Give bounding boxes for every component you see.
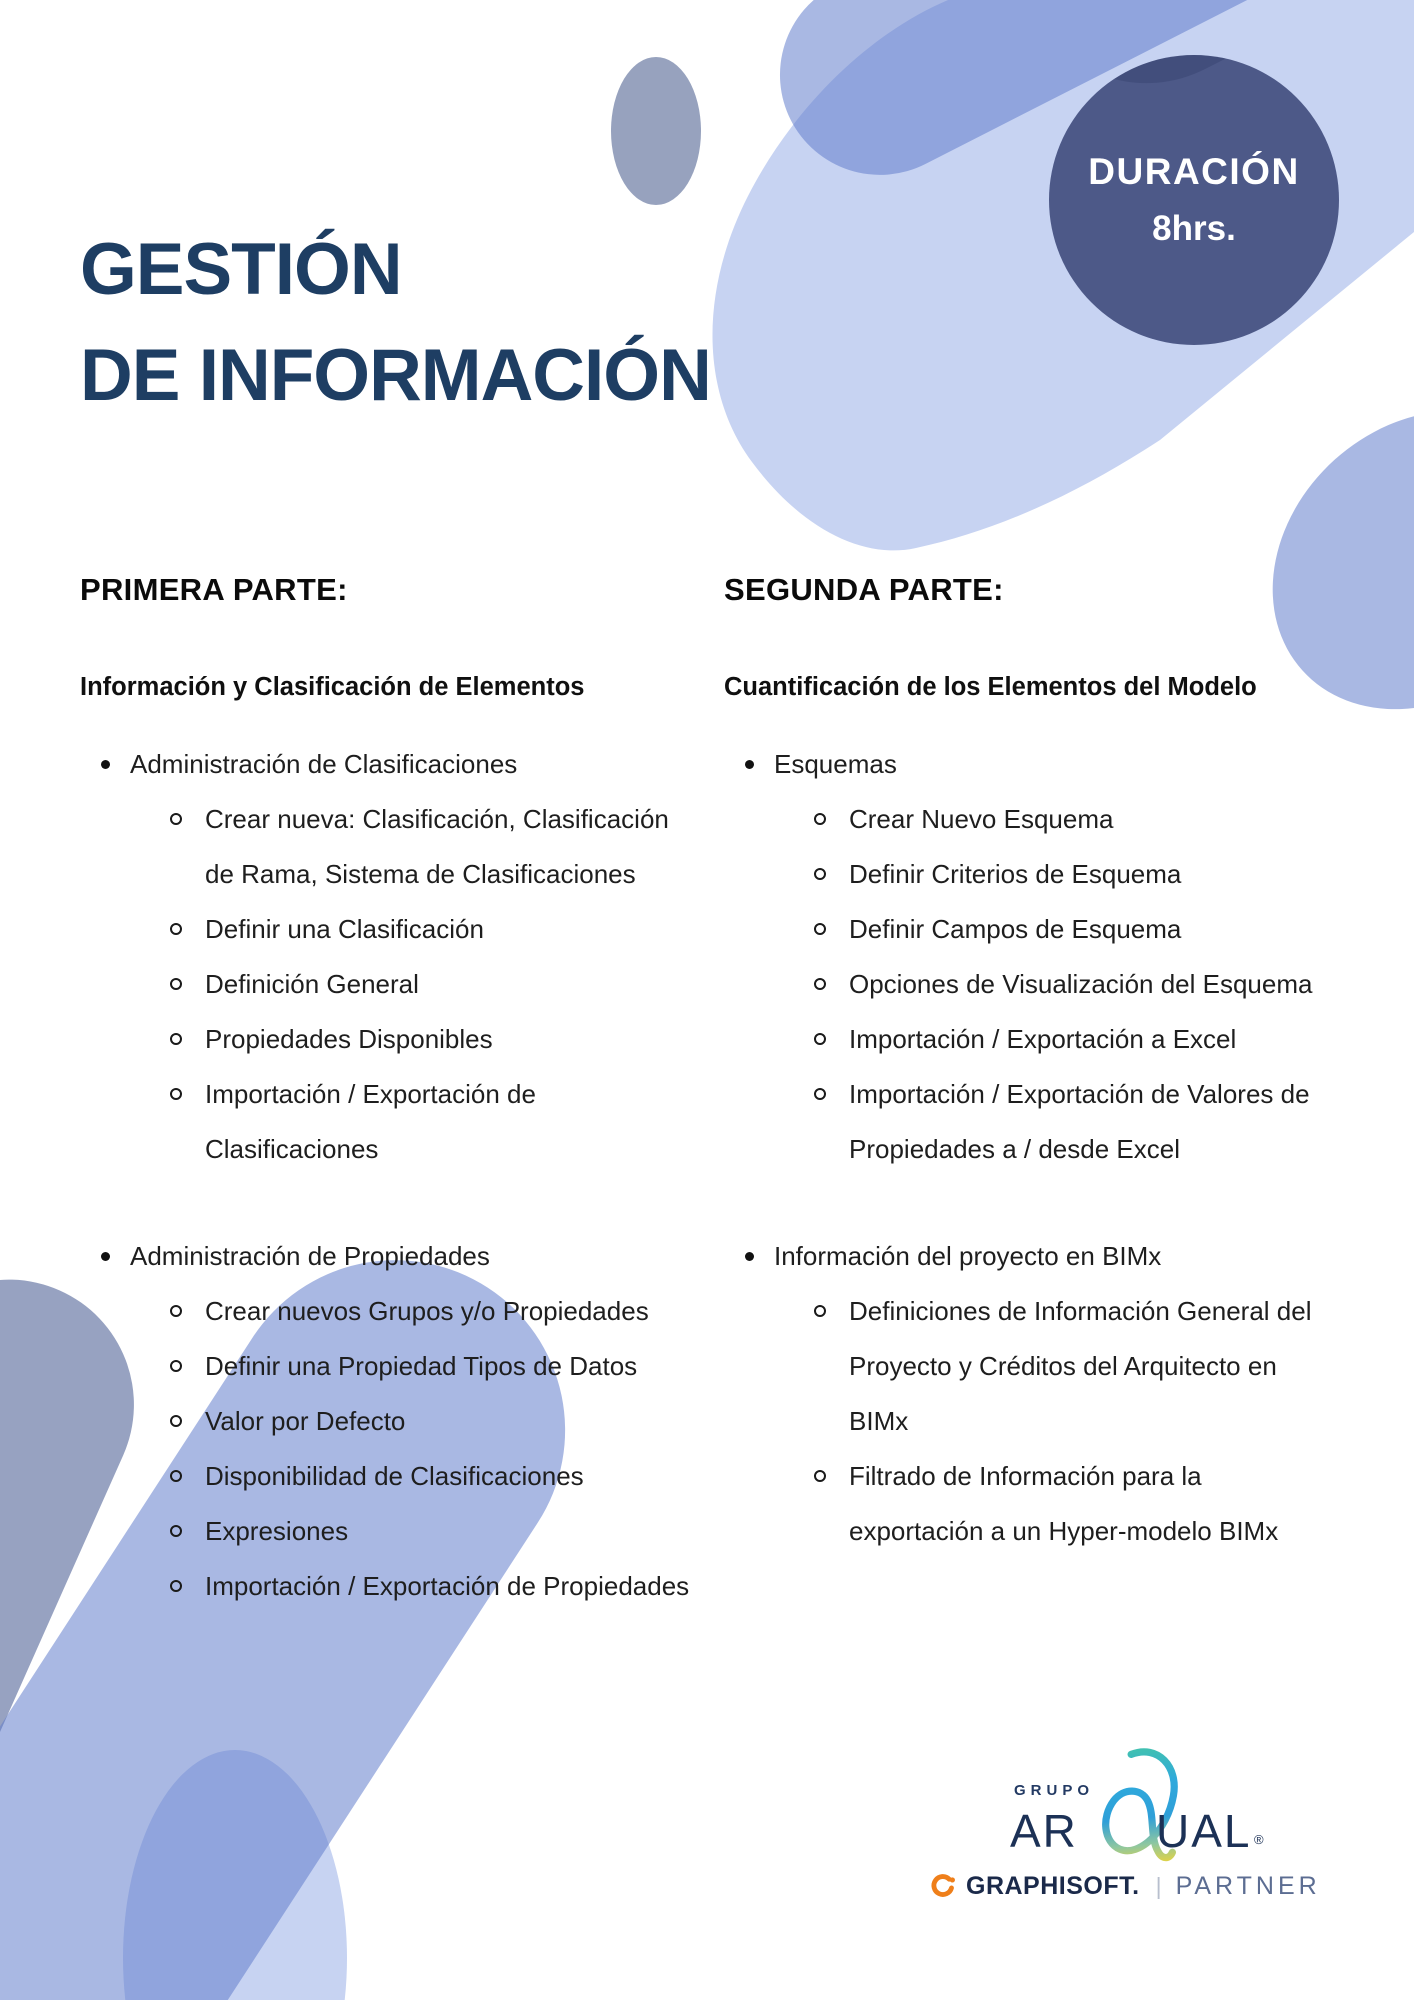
list-item: Crear nuevos Grupos y/o Propiedades xyxy=(130,1284,692,1339)
list-item: Opciones de Visualización del Esquema xyxy=(774,957,1336,1012)
list-item: Disponibilidad de Clasificaciones xyxy=(130,1449,692,1504)
list-item: Valor por Defecto xyxy=(130,1394,692,1449)
section-heading: PRIMERA PARTE: xyxy=(80,572,348,607)
list-item: Definir Criterios de Esquema xyxy=(774,847,1336,902)
list-item: Expresiones xyxy=(130,1504,692,1559)
list-item: Crear Nuevo Esquema xyxy=(774,792,1336,847)
section-subheading: Información y Clasificación de Elementos xyxy=(80,673,585,701)
duration-badge xyxy=(1049,55,1339,345)
section-heading: SEGUNDA PARTE: xyxy=(724,572,1004,607)
registered-mark: ® xyxy=(1254,1832,1264,1847)
partner-label: PARTNER xyxy=(1175,1872,1321,1900)
bullet-group xyxy=(80,737,692,1177)
duration-badge-label: DURACIÓN xyxy=(1088,151,1300,192)
list-item xyxy=(80,737,692,1177)
list-item-label: Administración de Clasificaciones xyxy=(130,749,518,779)
list-item: Definiciones de Información General del Proyecto y Créditos del Arquitecto en BIMx xyxy=(774,1284,1336,1449)
list-item: Filtrado de Información para la exportación a un Hyper-modelo BIMx xyxy=(774,1449,1336,1559)
page-title-line2: DE INFORMACIÓN xyxy=(80,334,711,416)
column-segunda-parte xyxy=(724,573,1336,1559)
bullet-group xyxy=(724,737,1336,1177)
bullet-group xyxy=(724,1229,1336,1559)
graphisoft-icon xyxy=(930,1873,957,1900)
bullet-group xyxy=(80,1229,692,1614)
list-item: Definir una Propiedad Tipos de Datos xyxy=(130,1339,692,1394)
list-item: Crear nueva: Clasificación, Clasificación de Rama, Sistema de Clasificaciones xyxy=(130,792,692,902)
column-primera-parte xyxy=(80,573,692,1614)
logo-name-left: AR xyxy=(1010,1805,1078,1857)
list-item xyxy=(80,1229,692,1614)
list-item-label: Información del proyecto en BIMx xyxy=(774,1241,1162,1271)
page-title-line1: GESTIÓN xyxy=(80,228,402,310)
separator-bar: | xyxy=(1155,1873,1162,1899)
logo-name-right: UAL xyxy=(1156,1805,1252,1857)
graphisoft-partner-row xyxy=(930,1872,1321,1901)
list-item: Definición General xyxy=(130,957,692,1012)
logo-grupo-arqual xyxy=(900,1738,1330,1928)
list-item-label: Esquemas xyxy=(774,749,897,779)
list-item: Propiedades Disponibles xyxy=(130,1012,692,1067)
list-item: Importación / Exportación de Valores de Propiedades a / desde Excel xyxy=(774,1067,1336,1177)
duration-badge-hours: 8hrs. xyxy=(1152,209,1236,248)
list-item: Importación / Exportación de Propiedades xyxy=(130,1559,692,1614)
list-item-label: Administración de Propiedades xyxy=(130,1241,490,1271)
list-item: Importación / Exportación a Excel xyxy=(774,1012,1336,1067)
list-item: Importación / Exportación de Clasificaciones xyxy=(130,1067,692,1177)
list-item: Definir Campos de Esquema xyxy=(774,902,1336,957)
list-item: Definir una Clasificación xyxy=(130,902,692,957)
graphisoft-wordmark: GRAPHISOFT. xyxy=(966,1872,1140,1900)
page-title xyxy=(80,217,711,429)
section-subheading: Cuantificación de los Elementos del Modelo xyxy=(724,673,1257,701)
ellipse-gray-top xyxy=(611,57,701,205)
list-item xyxy=(724,1229,1336,1559)
list-item xyxy=(724,737,1336,1177)
logo-grupo-text: GRUPO xyxy=(1014,1782,1095,1799)
